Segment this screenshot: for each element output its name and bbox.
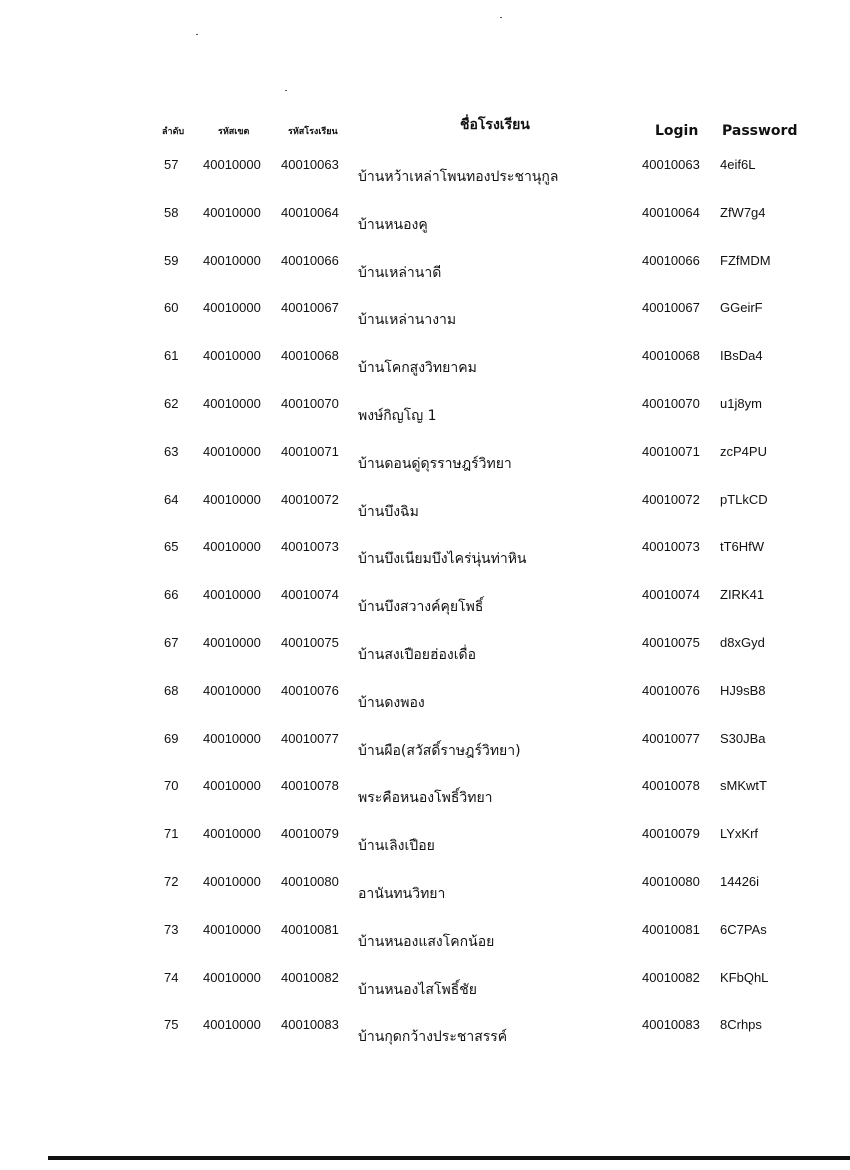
row-seq: 73	[164, 921, 179, 937]
row-seq: 57	[164, 157, 179, 172]
row-school-code: 40010068	[281, 348, 339, 364]
bottom-rule	[48, 1156, 850, 1160]
row-school-code: 40010072	[281, 491, 339, 507]
row-seq: 58	[164, 204, 179, 220]
row-password: LYxKrf	[720, 826, 759, 842]
scan-speck	[285, 90, 287, 91]
table-row	[0, 491, 850, 539]
row-school-code: 40010078	[281, 778, 339, 794]
row-area-code: 40010000	[203, 204, 261, 220]
row-school-name: บ้านหว้าเหล่าโพนทองประชานุกูล	[358, 169, 559, 185]
header-area-code: รหัสเขต	[218, 127, 250, 137]
row-seq: 72	[164, 874, 179, 889]
row-login: 40010073	[642, 539, 700, 555]
row-school-code: 40010066	[281, 252, 339, 268]
row-area-code: 40010000	[203, 730, 261, 746]
row-seq: 63	[164, 443, 179, 459]
table-row	[0, 586, 850, 634]
row-area-code: 40010000	[203, 682, 261, 698]
row-school-name: บ้านบึงฉิม	[358, 503, 419, 520]
row-school-code: 40010079	[281, 826, 339, 842]
row-login: 40010081	[642, 921, 700, 937]
row-school-name: บ้านเหล่านางาม	[358, 312, 457, 329]
table-row	[0, 252, 850, 300]
row-area-code: 40010000	[203, 396, 261, 411]
scan-speck	[196, 34, 198, 35]
header-seq: ลำดับ	[162, 127, 185, 137]
row-login: 40010079	[642, 826, 700, 842]
row-area-code: 40010000	[203, 157, 261, 172]
row-school-code: 40010082	[281, 969, 339, 985]
table-row	[0, 347, 850, 395]
row-school-name: บ้านหนองแสงโคกน้อย	[358, 933, 495, 950]
row-login: 40010072	[642, 491, 700, 507]
table-row	[0, 730, 850, 778]
row-area-code: 40010000	[203, 778, 261, 794]
row-area-code: 40010000	[203, 874, 261, 889]
row-school-name: บ้านบึงสวางค์คุยโพธิ์	[358, 599, 484, 616]
row-login: 40010077	[642, 730, 700, 746]
table-row	[0, 682, 850, 730]
row-password: ZIRK41	[720, 587, 765, 603]
table-row	[0, 395, 850, 443]
header-school-code: รหัสโรงเรียน	[288, 127, 338, 137]
row-school-name: พงษ์กิญโญ 1	[358, 408, 437, 424]
row-area-code: 40010000	[203, 826, 261, 842]
row-area-code: 40010000	[203, 443, 261, 459]
row-school-code: 40010071	[281, 443, 339, 459]
row-password: 4eif6L	[720, 157, 756, 172]
row-seq: 65	[164, 539, 179, 555]
row-school-code: 40010073	[281, 539, 339, 555]
row-password: tT6HfW	[720, 539, 765, 555]
row-password: FZfMDM	[720, 252, 771, 268]
row-login: 40010066	[642, 252, 700, 268]
row-school-name: อานันทนวิทยา	[358, 886, 446, 902]
row-login: 40010064	[642, 204, 700, 220]
row-area-code: 40010000	[203, 348, 261, 364]
row-login: 40010080	[642, 874, 700, 889]
row-school-code: 40010064	[281, 204, 339, 220]
row-school-code: 40010067	[281, 300, 339, 316]
row-login: 40010078	[642, 778, 700, 794]
row-school-name: บ้านเลิงเปือย	[358, 838, 435, 855]
row-seq: 59	[164, 252, 179, 268]
row-password: 6C7PAs	[720, 921, 767, 937]
row-school-name: บ้านเหล่านาดี	[358, 264, 442, 281]
row-school-name: บ้านดงพอง	[358, 694, 425, 711]
table-row	[0, 156, 850, 204]
row-password: zcP4PU	[720, 443, 767, 459]
row-school-name: บ้านผือ(สวัสดิ์ราษฎร์วิทยา)	[358, 742, 521, 759]
table-row	[0, 299, 850, 347]
row-school-code: 40010075	[281, 635, 339, 650]
row-seq: 74	[164, 969, 179, 985]
table-row	[0, 204, 850, 252]
row-school-code: 40010083	[281, 1017, 339, 1033]
scan-speck	[500, 17, 502, 18]
row-area-code: 40010000	[203, 539, 261, 555]
table-row	[0, 921, 850, 969]
row-password: IBsDa4	[720, 348, 763, 364]
row-password: S30JBa	[720, 730, 766, 746]
row-seq: 62	[164, 396, 179, 411]
row-password: u1j8ym	[720, 396, 762, 411]
row-login: 40010075	[642, 635, 700, 650]
table-row	[0, 969, 850, 1017]
row-login: 40010082	[642, 969, 700, 985]
row-seq: 60	[164, 300, 179, 316]
row-school-name: บ้านหนองไสโพธิ์ชัย	[358, 981, 477, 998]
row-password: d8xGyd	[720, 635, 765, 650]
row-seq: 67	[164, 635, 179, 650]
row-school-name: บ้านบึงเนียมบึงไคร่นุ่นท่าหิน	[358, 551, 527, 568]
row-school-name: บ้านกุดกว้างประชาสรรค์	[358, 1029, 508, 1046]
row-school-name: บ้านหนองคู	[358, 216, 428, 233]
row-password: KFbQhL	[720, 969, 769, 985]
row-login: 40010070	[642, 396, 700, 411]
row-seq: 68	[164, 682, 179, 698]
row-school-code: 40010076	[281, 682, 339, 698]
row-seq: 69	[164, 730, 179, 746]
row-school-code: 40010080	[281, 874, 339, 889]
table-row	[0, 538, 850, 586]
row-area-code: 40010000	[203, 587, 261, 603]
header-login: Login	[655, 123, 699, 139]
header-school-name: ชื่อโรงเรียน	[460, 117, 530, 133]
row-area-code: 40010000	[203, 1017, 261, 1033]
row-login: 40010067	[642, 300, 700, 316]
row-password: ZfW7g4	[720, 204, 766, 220]
table-row	[0, 873, 850, 921]
row-school-name: บ้านสงเปือยฮ่องเดื่อ	[358, 647, 477, 663]
row-login: 40010068	[642, 348, 700, 364]
row-login: 40010074	[642, 587, 700, 603]
row-school-code: 40010081	[281, 921, 339, 937]
table-row	[0, 777, 850, 825]
row-school-code: 40010074	[281, 587, 339, 603]
table-row	[0, 825, 850, 873]
table-row	[0, 634, 850, 682]
row-seq: 71	[164, 826, 179, 842]
row-password: GGeirF	[720, 300, 763, 316]
row-area-code: 40010000	[203, 969, 261, 985]
row-area-code: 40010000	[203, 491, 261, 507]
row-login: 40010071	[642, 443, 700, 459]
row-seq: 70	[164, 778, 179, 794]
row-seq: 61	[164, 348, 179, 364]
row-seq: 66	[164, 587, 179, 603]
row-school-name: บ้านดอนดู่ดุรราษฎร์วิทยา	[358, 455, 512, 472]
row-area-code: 40010000	[203, 300, 261, 316]
row-school-name: พระคือหนองโพธิ์วิทยา	[358, 790, 493, 807]
row-login: 40010083	[642, 1017, 700, 1033]
row-password: HJ9sB8	[720, 682, 766, 698]
table-row	[0, 1016, 850, 1064]
row-school-code: 40010063	[281, 157, 339, 172]
row-area-code: 40010000	[203, 635, 261, 650]
row-school-code: 40010077	[281, 730, 339, 746]
row-password: 14426i	[720, 874, 760, 889]
row-area-code: 40010000	[203, 252, 261, 268]
row-password: pTLkCD	[720, 491, 768, 507]
row-password: 8Crhps	[720, 1017, 762, 1033]
row-seq: 75	[164, 1017, 179, 1033]
row-login: 40010063	[642, 157, 700, 172]
row-password: sMKwtT	[720, 778, 767, 794]
row-login: 40010076	[642, 682, 700, 698]
row-area-code: 40010000	[203, 921, 261, 937]
table-row	[0, 443, 850, 491]
row-school-code: 40010070	[281, 396, 339, 411]
row-seq: 64	[164, 491, 179, 507]
row-school-name: บ้านโคกสูงวิทยาคม	[358, 360, 477, 377]
header-password: Password	[722, 123, 798, 139]
